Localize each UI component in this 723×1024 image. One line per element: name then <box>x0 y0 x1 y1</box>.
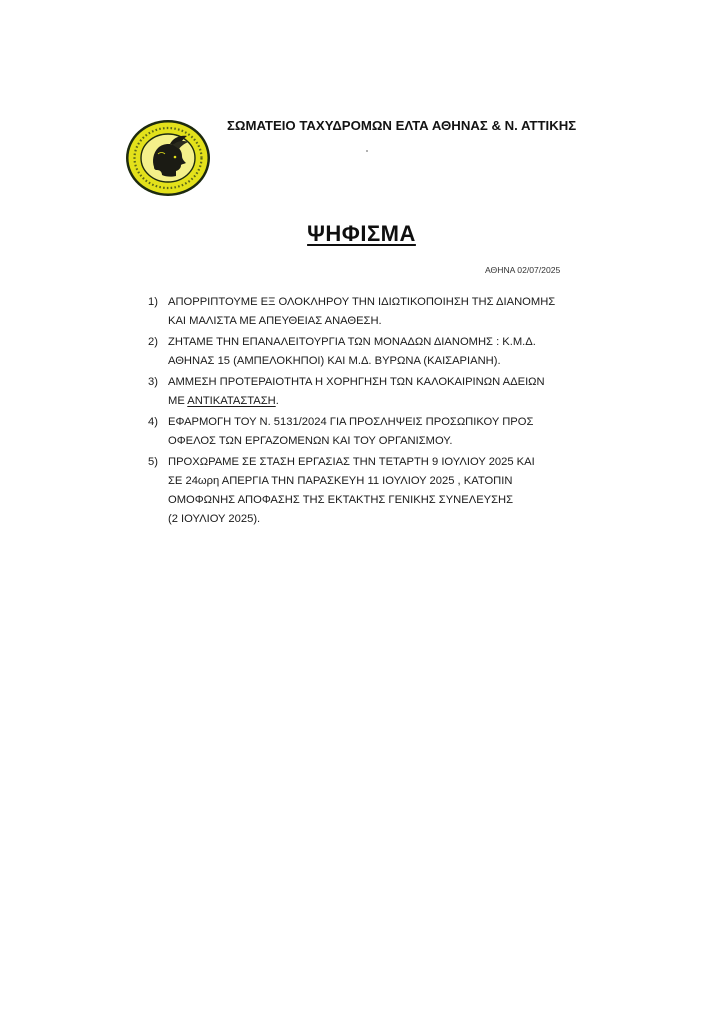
item-text-line: ΖΗΤΑΜΕ ΤΗΝ ΕΠΑΝΑΛΕΙΤΟΥΡΓΙΑ ΤΩΝ ΜΟΝΑΔΩΝ ΔΙΑΝΟΜΗΣ : Κ.Μ.Δ. <box>168 336 536 348</box>
item-text-prefix: ΜΕ <box>168 395 188 407</box>
place-date: ΑΘΗΝΑ 02/07/2025 <box>485 265 561 275</box>
item-text-line: ΠΡΟΧΩΡΑΜΕ ΣΕ ΣΤΑΣΗ ΕΡΓΑΣΙΑΣ ΤΗΝ ΤΕΤΑΡΤΗ 9 ΙΟΥΛΙΟΥ 2025 ΚΑΙ <box>168 456 535 468</box>
resolution-item <box>148 373 598 411</box>
item-text-suffix: . <box>275 395 279 407</box>
item-text-line: ΕΦΑΡΜΟΓΗ ΤΟΥ Ν. 5131/2024 ΓΙΑ ΠΡΟΣΛΗΨΕΙΣ ΠΡΟΣΩΠΙΚΟΥ ΠΡΟΣ <box>168 416 534 428</box>
item-text-line: ΟΜΟΦΩΝΗΣ ΑΠΟΦΑΣΗΣ ΤΗΣ ΕΚΤΑΚΤΗΣ ΓΕΝΙΚΗΣ ΣΥΝΕΛΕΥΣΗΣ <box>168 494 514 506</box>
resolution-item <box>148 413 598 451</box>
item-number: 5) <box>148 456 158 468</box>
item-text-line <box>168 392 598 411</box>
item-text-line: ΚΑΙ ΜΑΛΙΣΤΑ ΜΕ ΑΠΕΥΘΕΙΑΣ ΑΝΑΘΕΣΗ. <box>168 315 382 327</box>
resolution-list <box>148 293 598 531</box>
resolution-item <box>148 293 598 331</box>
item-text-line: (2 ΙΟΥΛΙΟΥ 2025). <box>168 513 261 525</box>
item-number: 2) <box>148 336 158 348</box>
item-text-line: ΣΕ 24ωρη ΑΠΕΡΓΙΑ ΤΗΝ ΠΑΡΑΣΚΕΥΗ 11 ΙΟΥΛΙΟΥ 2025 , ΚΑΤΟΠΙΝ <box>168 475 513 487</box>
item-text-line: ΟΦΕΛΟΣ ΤΩΝ ΕΡΓΑΖΟΜΕΝΩΝ ΚΑΙ ΤΟΥ ΟΡΓΑΝΙΣΜΟΥ. <box>168 435 453 447</box>
item-number: 3) <box>148 376 158 388</box>
item-number: 1) <box>148 296 158 308</box>
document-title-text: ΨΗΦΙΣΜΑ <box>307 221 416 246</box>
item-number: 4) <box>148 416 158 428</box>
organization-name: ΣΩΜΑΤΕΙΟ ΤΑΧΥΔΡΟΜΩΝ ΕΛΤΑ ΑΘΗΝΑΣ & Ν. ΑΤΤΙΚΗΣ <box>227 118 577 133</box>
scan-speck <box>366 150 368 152</box>
item-text-line: ΑΜΜΕΣΗ ΠΡΟΤΕΡΑΙΟΤΗΤΑ Η ΧΟΡΗΓΗΣΗ ΤΩΝ ΚΑΛΟΚΑΙΡΙΝΩΝ ΑΔΕΙΩΝ <box>168 376 545 388</box>
item-text-line: ΑΠΟΡΡΙΠΤΟΥΜΕ ΕΞ ΟΛΟΚΛΗΡΟΥ ΤΗΝ ΙΔΙΩΤΙΚΟΠΟΙΗΣΗ ΤΗΣ ΔΙΑΝΟΜΗΣ <box>168 296 556 308</box>
item-text-underlined: ΑΝΤΙΚΑΤΑΣΤΑΣΗ <box>187 395 276 407</box>
item-text-line: ΑΘΗΝΑΣ 15 (ΑΜΠΕΛΟΚΗΠΟΙ) ΚΑΙ Μ.Δ. ΒΥΡΩΝΑ (ΚΑΙΣΑΡΙΑΝΗ). <box>168 355 501 367</box>
union-logo-icon <box>124 118 212 198</box>
document-title <box>0 221 723 247</box>
resolution-item <box>148 333 598 371</box>
resolution-item <box>148 453 598 529</box>
